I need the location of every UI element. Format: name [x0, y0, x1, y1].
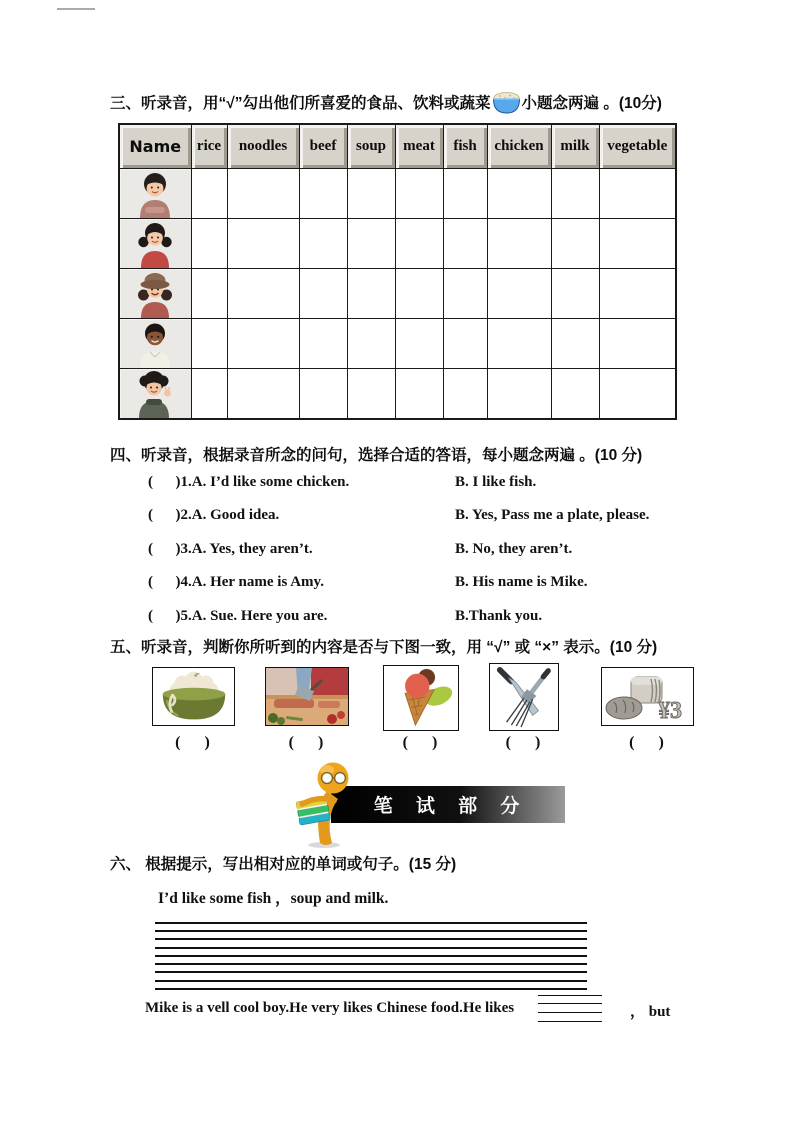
answer-blank-line[interactable] [538, 995, 602, 996]
section3-heading [110, 90, 662, 120]
answer-cell[interactable] [227, 319, 299, 369]
section4-heading: 四、听录音，根据录音所念的问句，选择合适的答语，每小题念两遍 。(10 分) [110, 447, 643, 464]
question-row-1 [148, 474, 537, 491]
answer-cell[interactable] [227, 169, 299, 219]
answer-paren[interactable]: ( ) [148, 608, 181, 624]
writing-line[interactable] [155, 971, 587, 973]
answer-cell[interactable] [443, 219, 487, 269]
column-header-vegetable: vegetable [599, 124, 676, 169]
student-cell [119, 219, 191, 269]
answer-cell[interactable] [347, 169, 395, 219]
option-a-label: 2.A. Good idea. [180, 507, 280, 523]
answer-cell[interactable] [299, 219, 347, 269]
avatar-boy-red-shirt [130, 171, 180, 218]
answer-cell[interactable] [443, 169, 487, 219]
closing-suffix: ， but [630, 1004, 671, 1020]
answer-cell[interactable] [395, 319, 443, 369]
answer-cell[interactable] [299, 369, 347, 420]
column-header-meat: meat [395, 124, 443, 169]
answer-paren[interactable]: ( ) [148, 474, 181, 490]
ice-cream-image [386, 668, 456, 728]
answer-cell[interactable] [395, 219, 443, 269]
answer-paren[interactable]: ( ) [288, 734, 324, 751]
answer-cell[interactable] [599, 219, 676, 269]
answer-cell[interactable] [299, 319, 347, 369]
answer-cell[interactable] [299, 169, 347, 219]
answer-cell[interactable] [299, 269, 347, 319]
writing-line[interactable] [155, 922, 587, 924]
answer-cell[interactable] [347, 369, 395, 420]
answer-cell[interactable] [599, 369, 676, 420]
answer-cell[interactable] [551, 219, 599, 269]
rice-bowl-icon [492, 90, 521, 120]
writing-line[interactable] [155, 980, 587, 982]
writing-line[interactable] [155, 988, 587, 990]
bread-price-label: ¥3 [657, 697, 682, 724]
answer-cell[interactable] [599, 269, 676, 319]
writing-line[interactable] [155, 938, 587, 940]
question-row-3 [148, 541, 573, 558]
answer-paren[interactable]: ( ) [148, 574, 181, 590]
answer-cell[interactable] [395, 369, 443, 420]
section6-heading: 六、 根据提示，写出相对应的单词或句子。(15 分) [110, 856, 457, 873]
question-row-2 [148, 507, 650, 524]
avatar-girl-hat [129, 271, 181, 318]
noodles-bowl-image [155, 670, 233, 724]
section3-heading-pre: 三、听录音，用“√”勾出他们所喜爱的食品、饮料或蔬菜 [110, 95, 491, 112]
option-b-label: B. I like fish. [455, 474, 537, 490]
column-header-chicken: chicken [487, 124, 551, 169]
answer-paren[interactable]: ( ) [505, 734, 541, 751]
table-row [119, 219, 676, 269]
answer-cell[interactable] [227, 219, 299, 269]
picture-noodles-bowl [152, 667, 235, 726]
column-header-noodles: noodles [227, 124, 299, 169]
answer-cell[interactable] [227, 269, 299, 319]
answer-cell[interactable] [395, 269, 443, 319]
answer-cell[interactable] [191, 319, 227, 369]
picture-ice-cream [383, 665, 459, 731]
scan-artifact-line [57, 8, 95, 10]
answer-cell[interactable] [347, 219, 395, 269]
column-header-fish: fish [443, 124, 487, 169]
answer-cell[interactable] [191, 369, 227, 420]
knife-fork-image [492, 666, 556, 728]
option-a-label: 1.A. I’d like some chicken. [180, 474, 350, 490]
column-header-soup: soup [347, 124, 395, 169]
picture-cutting-meat [265, 667, 349, 726]
question-row-4 [148, 574, 588, 591]
option-b-label: B.Thank you. [455, 608, 543, 624]
answer-cell[interactable] [551, 169, 599, 219]
table-row [119, 319, 676, 369]
option-b-label: B. Yes, Pass me a plate, please. [455, 507, 650, 523]
answer-paren[interactable]: ( ) [148, 507, 181, 523]
answer-cell[interactable] [487, 369, 551, 420]
avatar-girl-pigtails [130, 221, 180, 268]
answer-cell[interactable] [487, 269, 551, 319]
name-column-header: Name [119, 124, 191, 169]
answer-blank-line[interactable] [538, 1012, 602, 1013]
option-a-label: 4.A. Her name is Amy. [180, 574, 324, 590]
writing-line[interactable] [155, 963, 587, 965]
picture-knife-fork [489, 663, 559, 731]
answer-cell[interactable] [191, 219, 227, 269]
option-b-label: B. His name is Mike. [455, 574, 588, 590]
answer-cell[interactable] [443, 269, 487, 319]
option-a-label: 5.A. Sue. Here you are. [180, 608, 328, 624]
cutting-meat-image [266, 668, 348, 725]
student-cell [119, 269, 191, 319]
written-section-banner: 笔 试 部 分 [331, 786, 565, 823]
answer-paren[interactable]: ( ) [148, 541, 181, 557]
column-header-rice: rice [191, 124, 227, 169]
answer-paren[interactable]: ( ) [402, 734, 438, 751]
answer-cell[interactable] [487, 169, 551, 219]
avatar-boy-scarf [130, 371, 180, 418]
option-a-label: 3.A. Yes, they aren’t. [180, 541, 313, 557]
table-header-row [119, 124, 676, 169]
answer-cell[interactable] [191, 269, 227, 319]
table-row [119, 269, 676, 319]
food-preference-table [118, 123, 677, 420]
answer-cell[interactable] [443, 319, 487, 369]
answer-blank-line[interactable] [538, 1003, 602, 1004]
closing-sentence: Mike is a vell cool boy.He very likes Chinese food.He likes [145, 1000, 515, 1016]
answer-cell[interactable] [487, 319, 551, 369]
answer-cell[interactable] [551, 269, 599, 319]
answer-cell[interactable] [551, 369, 599, 420]
writing-line[interactable] [155, 930, 587, 932]
table-row [119, 369, 676, 420]
writing-line[interactable] [155, 947, 587, 949]
answer-paren[interactable]: ( ) [629, 734, 664, 751]
table-row [119, 169, 676, 219]
writing-prompt: I’d like some fish ，soup and milk. [158, 890, 389, 907]
student-cell [119, 169, 191, 219]
answer-cell[interactable] [395, 169, 443, 219]
answer-cell[interactable] [599, 169, 676, 219]
bread-image [604, 670, 692, 724]
answer-cell[interactable] [191, 169, 227, 219]
answer-cell[interactable] [551, 319, 599, 369]
question-row-5 [148, 608, 543, 625]
section5-heading: 五、听录音，判断你所听到的内容是否与下图一致，用 “√” 或 “×” 表示。(10 分) [110, 639, 658, 656]
answer-cell[interactable] [347, 319, 395, 369]
section3-heading-post: 小题念两遍 。(10分) [521, 95, 662, 112]
column-header-milk: milk [551, 124, 599, 169]
answer-cell[interactable] [347, 269, 395, 319]
answer-cell[interactable] [227, 369, 299, 420]
answer-cell[interactable] [443, 369, 487, 420]
answer-paren[interactable]: ( ) [175, 734, 210, 751]
avatar-boy-white-shirt [130, 321, 180, 368]
answer-cell[interactable] [599, 319, 676, 369]
mascot-figure-icon [294, 757, 364, 854]
picture-bread-price [601, 667, 694, 726]
student-cell [119, 369, 191, 420]
option-b-label: B. No, they aren’t. [455, 541, 573, 557]
student-cell [119, 319, 191, 369]
column-header-beef: beef [299, 124, 347, 169]
writing-line[interactable] [155, 955, 587, 957]
answer-cell[interactable] [487, 219, 551, 269]
answer-blank-line[interactable] [538, 1021, 602, 1022]
